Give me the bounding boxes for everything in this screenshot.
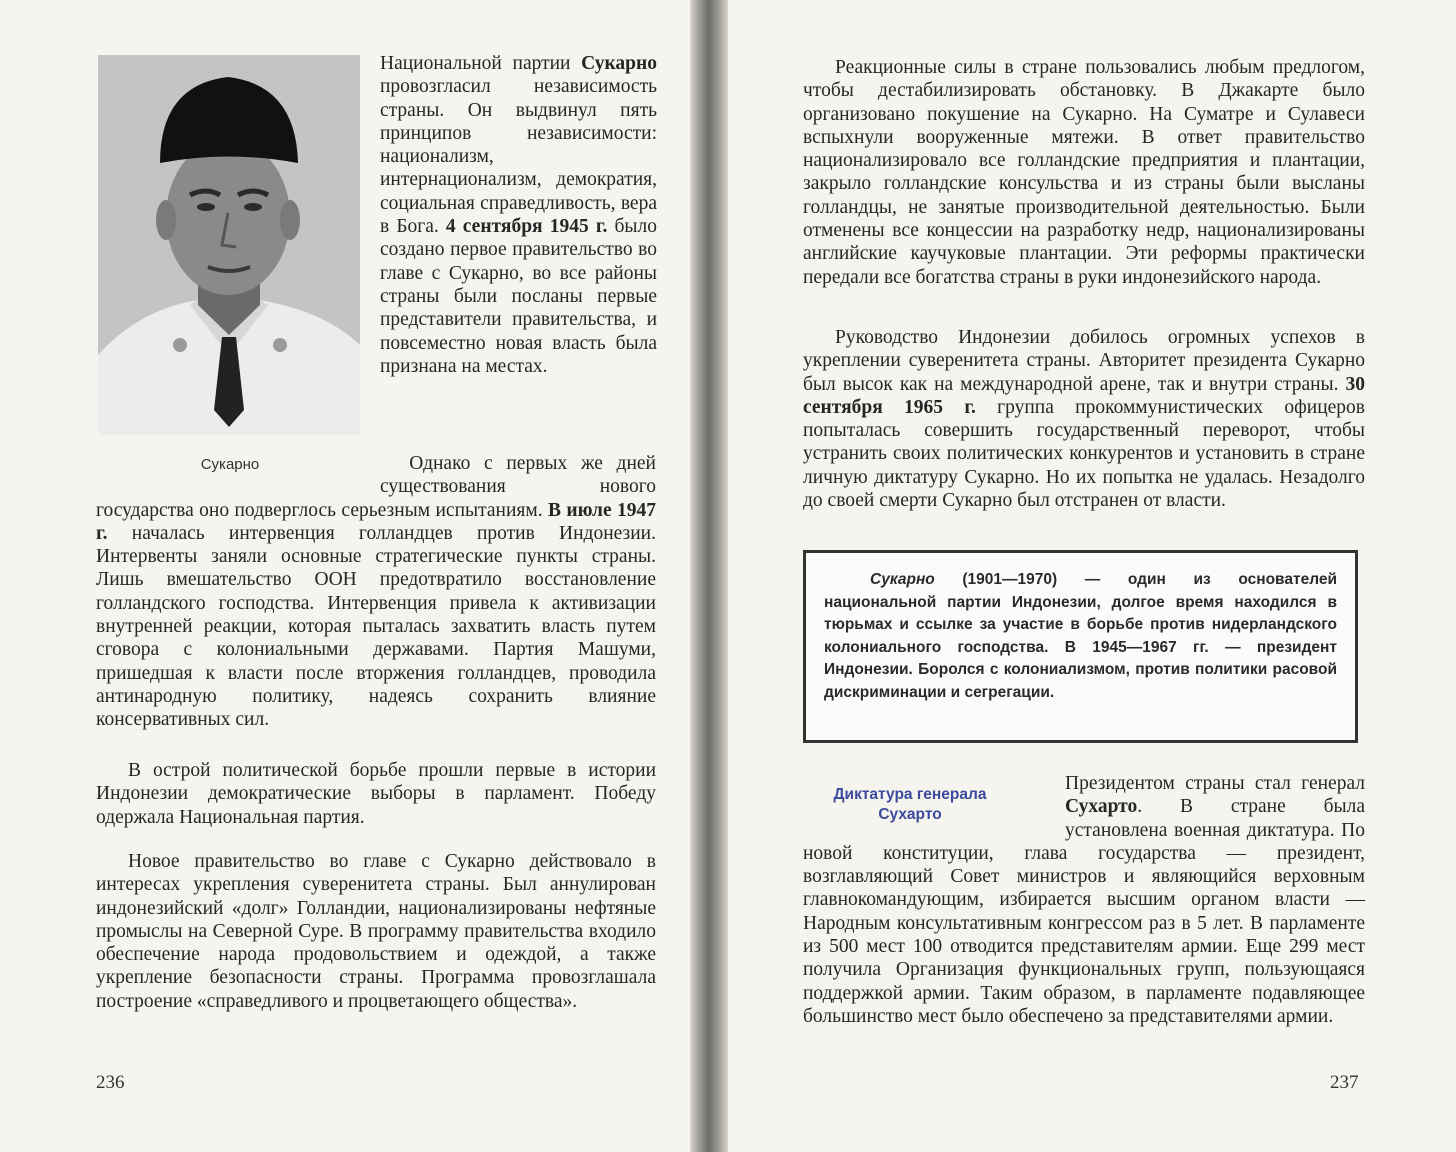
left-page — [0, 0, 690, 1152]
biography-box — [803, 550, 1358, 743]
page-number-right: 237 — [1330, 1072, 1359, 1093]
portrait-photo — [98, 55, 360, 435]
section-heading: Диктатура генерала Сухарто — [833, 786, 987, 823]
caption-spacer — [96, 452, 380, 498]
photo-caption: Сукарно — [200, 456, 260, 473]
paragraph-suharto: Президентом страны стал генерал Сухарто. В стране была установлена военная диктатура. По новой конституции, глава государства — президент, возглавляющий Совет министров и являющийся верховным главнокомандующим, избирается высшим органом власти — Народным консультативным конгрессом раз в 5 лет. В парламенте из 500 мест 100 отводится представителям армии. Еще 299 мест получила Организация функциональных групп, пользующаяся поддержкой армии. Таким образом, в парламенте подавляющее большинство мест было обеспечено за представителями армии. — [803, 773, 1365, 1027]
portrait-illustration — [98, 55, 360, 435]
paragraph-intervention: Однако с первых же дней существования нового государства оно подверглось серьезным испытаниям. В июле 1947 г. началась интервенция голландцев против Индонезии. Интервенты заняли основные стратегические пункты страны. Лишь вмешательство ООН предотвратило восстановление голландского господства. Интервенция привела к активизации внутренней реакции, которая пыталась захватить власть путем сговора с колониальными державами. Партия Машуми, пришедшая к власти после вторжения голландцев, проводила антинародную политику, надеясь сохранить влияние консервативных сил. — [96, 453, 656, 731]
paragraph-elections: В острой политической борьбе прошли первые в истории Индонезии демократические выборы в парламент. Победу одержала Национальная партия. — [96, 760, 656, 828]
page-number-left: 236 — [96, 1072, 125, 1093]
paragraph-leadership: Руководство Индонезии добилось огромных успехов в укреплении суверенитета страны. Авторитет президента Сукарно был высок как на международной арене, так и внутри страны. 30 сентября 1965 г. группа прокоммунистических офицеров попыталась совершить государственный переворот, чтобы устранить своих политических конкурентов и установить в стране личную диктатуру Сукарно. Но их попытка не удалась. Незадолго до своей смерти Сукарно был отстранен от власти. — [803, 327, 1365, 512]
float-spacer — [803, 772, 1065, 840]
intervention-text-start: Однако с первых же дней существования нового государства оно подверглось серьезным испытаниям. — [96, 453, 656, 521]
paragraph-reactionary-forces: Реакционные силы в стране пользовались любым предлогом, чтобы дестабилизировать обстановку. В Джакарте было организовано покушение на Сукарно. На Суматре и Сулавеси вспыхнули вооруженные мятежи. В ответ правительство национализировало все голландские предприятия и плантации, закрыло голландские консульства и из страны были высланы голландцы, не занятые производительной деятельностью. Были отменены все концессии на разработку недр, национализированы английские каучуковые плантации. Эти реформы практически передали все богатства страны в руки индонезийского народа. — [803, 57, 1365, 288]
paragraph-new-government: Новое правительство во главе с Сукарно действовало в интересах укрепления суверенитета страны. Был аннулирован индонезийский «долг» Голландии, национализированы нефтяные промыслы на Северной Суре. В программу правительства входило обеспечение народа продовольствием и одеждой, а также укрепление безопасности страны. Программа провозглашала построение «справедливого и процветающего общества». — [96, 851, 656, 1012]
biography-text: Сукарно (1901—1970) — один из основателей национальной партии Индонезии, долгое время находился в тюрьмах и ссылке за участие в борьбе против нидерландского колониального господства. В 1945—1967 гг. — президент Индонезии. Боролся с колониализмом, против политики расовой дискриминации и сегрегации. — [824, 571, 1337, 701]
book-gutter — [690, 0, 728, 1152]
intro-paragraph: Национальной партии Сукарно провозгласил независимость страны. Он выдвинул пять принципов независимости: национализм, интернационализм, демократия, социальная справедливость, вера в Бога. 4 сентября 1945 г. было создано первое правительство во главе с Сукарно, во все районы страны были посланы первые представители правительства, и повсеместно новая власть была признана на местах. — [380, 53, 657, 377]
